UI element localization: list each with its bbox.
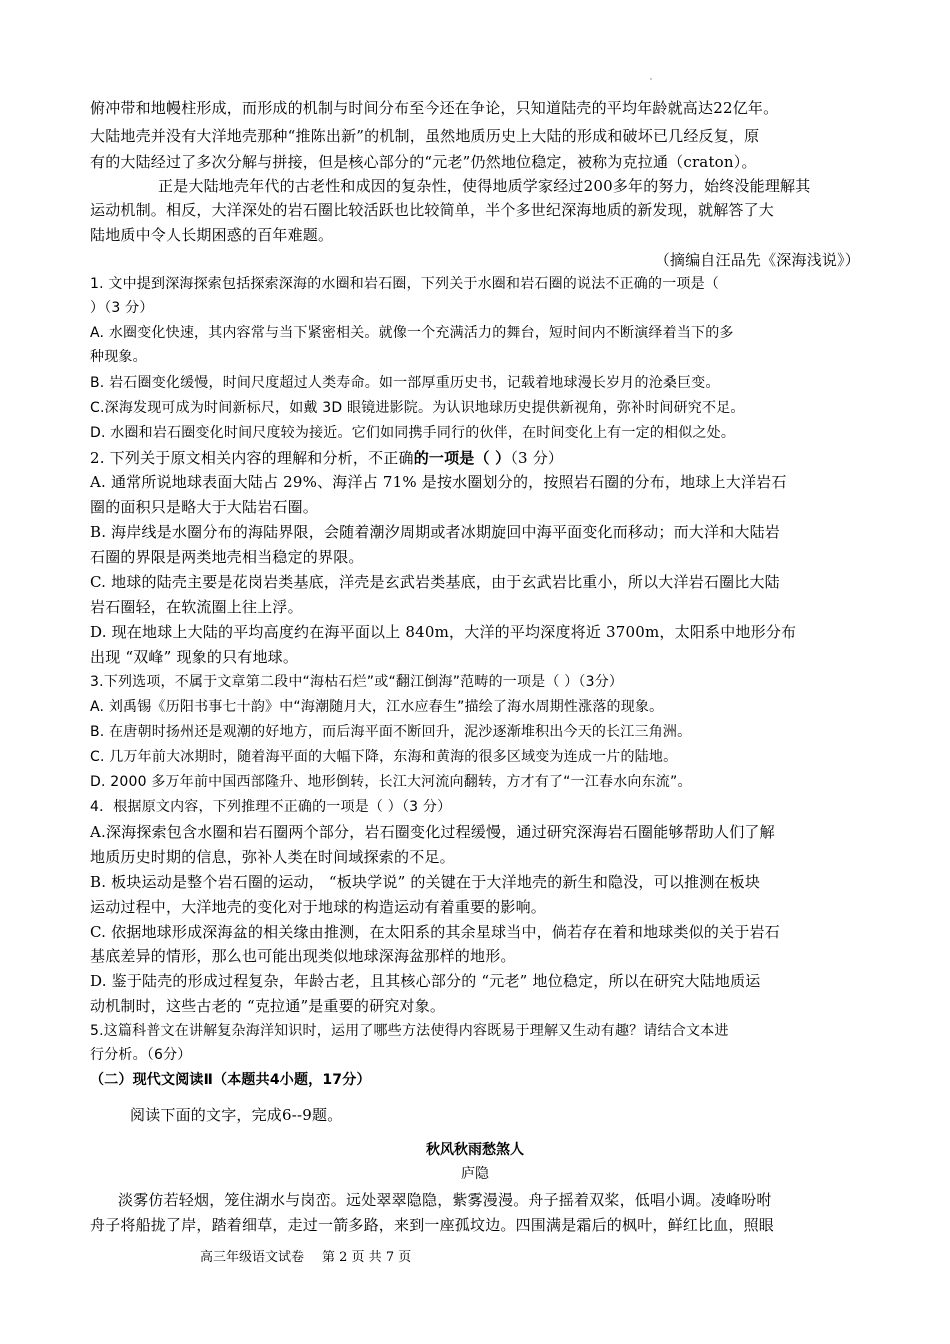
q1-stem-cont: ）（3 分） (90, 300, 154, 316)
q2-stem (90, 448, 860, 468)
q3-option-b: B. 在唐朝时扬州还是观潮的好地方，而后海平面不断回升，泥沙逐渐堆积出今天的长江三角洲。 (90, 724, 692, 740)
q2-option-d: D. 现在地球上大陆的平均高度约在海平面以上 840m，大洋的平均深度将近 3700m，太阳系中地形分布 (90, 623, 797, 641)
article-paragraph-cont: 舟子将船拢了岸，踏着细草，走过一箭多路，来到一座孤坟边。四围满是霜后的枫叶，鲜红比血，照眼 (90, 1216, 775, 1234)
q4-option-a-cont: 地质历史时期的信息，弥补人类在时间域探索的不足。 (90, 848, 455, 866)
q3-option-d: D. 2000 多万年前中国西部隆升、地形倒转，长江大河流向翻转，方才有了“一江春水向东流”。 (90, 774, 692, 790)
section-instruction: 阅读下面的文字，完成6--9题。 (130, 1106, 343, 1124)
q1-option-a: A. 水圈变化快速，其内容常与当下紧密相关。就像一个充满活力的舞台，短时间内不断演绎着当下的多 (90, 325, 734, 341)
passage-line: 正是大陆地壳年代的古老性和成因的复杂性，使得地质学家经过200多年的努力，始终没能理解其 (158, 177, 811, 195)
passage-line: 有的大陆经过了多次分解与拼接，但是核心部分的“元老”仍然地位稳定，被称为克拉通（craton）。 (90, 153, 757, 171)
scan-dot (650, 78, 652, 80)
q2-option-a: A. 通常所说地球表面大陆占 29%、海洋占 71% 是按水圈划分的，按照岩石圈的分布，地球上大洋岩石 (90, 473, 787, 491)
passage-line: 运动机制。相反，大洋深处的岩石圈比较活跃也比较简单，半个多世纪深海地质的新发现，就解答了大 (90, 201, 775, 219)
q2-stem-bold: 的一项是（ ） (413, 449, 511, 467)
q4-option-d-cont: 动机制时，这些古老的 “克拉通”是重要的研究对象。 (90, 997, 446, 1015)
q4-option-b: B. 板块运动是整个岩石圈的运动， “板块学说” 的关键在于大洋地壳的新生和隐没，可以推测在板块 (90, 873, 761, 891)
q5-stem: 5.这篇科普文在讲解复杂海洋知识时，运用了哪些方法使得内容既易于理解又生动有趣？请结合文本进 (90, 1023, 729, 1039)
passage-line: 陆地质中令人长期困惑的百年难题。 (90, 226, 334, 244)
section-heading: （二）现代文阅读Ⅱ（本题共4小题，17分） (90, 1072, 371, 1088)
q3-option-a: A. 刘禹锡《历阳书事七十韵》中“海潮随月大，江水应春生”描绘了海水周期性涨落的现象。 (90, 699, 664, 715)
article-title: 秋风秋雨愁煞人 (426, 1142, 524, 1158)
q2-option-c: C. 地球的陆壳主要是花岗岩类基底，洋壳是玄武岩类基底，由于玄武岩比重小，所以大洋岩石圈比大陆 (90, 573, 780, 591)
q1-stem: 1. 文中提到深海探索包括探索深海的水圈和岩石圈，下列关于水圈和岩石圈的说法不正确的一项是（ (90, 276, 720, 292)
q4-option-b-cont: 运动过程中，大洋地壳的变化对于地球的构造运动有着重要的影响。 (90, 898, 547, 916)
q2-stem-pre: 2. 下列关于原文相关内容的理解和分析，不正确 (90, 449, 414, 467)
q4-option-c: C. 依据地球形成深海盆的相关缘由推测，在太阳系的其余星球当中，倘若存在着和地球类似的关于岩石 (90, 923, 780, 941)
q4-option-c-cont: 基底差异的情形，那么也可能出现类似地球深海盆那样的地形。 (90, 947, 516, 965)
q2-stem-post: （3 分） (510, 449, 564, 467)
q3-option-c: C. 几万年前大冰期时，随着海平面的大幅下降，东海和黄海的很多区域变为连成一片的陆地。 (90, 749, 678, 765)
q2-option-b-cont: 石圈的界限是两类地壳相当稳定的界限。 (90, 548, 364, 566)
passage-line: 大陆地壳并没有大洋地壳那种“推陈出新”的机制，虽然地质历史上大陆的形成和破坏已几经反复，原 (90, 127, 760, 145)
passage-source: （摘编自汪品先《深海浅说》） (654, 251, 860, 269)
footer-page-number: 第 2 页 共 7 页 (322, 1250, 412, 1265)
article-paragraph: 淡雾仿若轻烟，笼住湖水与岗峦。远处翠翠隐隐，紫雾漫漫。舟子摇着双桨，低唱小调。凌峰吩咐 (118, 1191, 772, 1209)
q5-stem-cont: 行分析。（6分） (90, 1047, 192, 1063)
passage-line: 俯冲带和地幔柱形成，而形成的机制与时间分布至今还在争论，只知道陆壳的平均年龄就高达22亿年。 (90, 99, 779, 117)
q1-option-a-cont: 种现象。 (90, 349, 147, 365)
q4-option-a: A.深海探索包含水圈和岩石圈两个部分，岩石圈变化过程缓慢，通过研究深海岩石圈能够帮助人们了解 (90, 823, 775, 841)
page-footer (200, 1249, 600, 1267)
q2-option-d-cont: 出现 “双峰” 现象的只有地球。 (90, 648, 299, 666)
article-author: 庐隐 (461, 1166, 489, 1182)
q1-option-b: B. 岩石圈变化缓慢，时间尺度超过人类寿命。如一部厚重历史书，记载着地球漫长岁月的沧桑巨变。 (90, 375, 720, 391)
q1-option-c: C.深海发现可成为时间新标尺，如戴 3D 眼镜进影院。为认识地球历史提供新视角，弥补时间研究不足。 (90, 400, 745, 416)
q1-option-d: D. 水圈和岩石圈变化时间尺度较为接近。它们如同携手同行的伙伴，在时间变化上有一定的相似之处。 (90, 425, 736, 441)
q3-stem: 3.下列选项，不属于文章第二段中“海枯石烂”或“翻江倒海”范畴的一项是（ ）（3分） (90, 674, 624, 690)
q4-option-d: D. 鉴于陆壳的形成过程复杂，年龄古老，且其核心部分的 “元老” 地位稳定，所以在研究大陆地质运 (90, 972, 761, 990)
q4-stem: 4．根据原文内容，下列推理不正确的一项是（ ）（3 分） (90, 799, 452, 815)
footer-exam-name: 高三年级语文试卷 (200, 1250, 305, 1265)
q2-option-a-cont: 圈的面积只是略大于大陆岩石圈。 (90, 498, 319, 516)
q2-option-b: B. 海岸线是水圈分布的海陆界限，会随着潮汐周期或者冰期旋回中海平面变化而移动；而大洋和大陆岩 (90, 523, 780, 541)
q2-option-c-cont: 岩石圈轻，在软流圈上往上浮。 (90, 598, 303, 616)
